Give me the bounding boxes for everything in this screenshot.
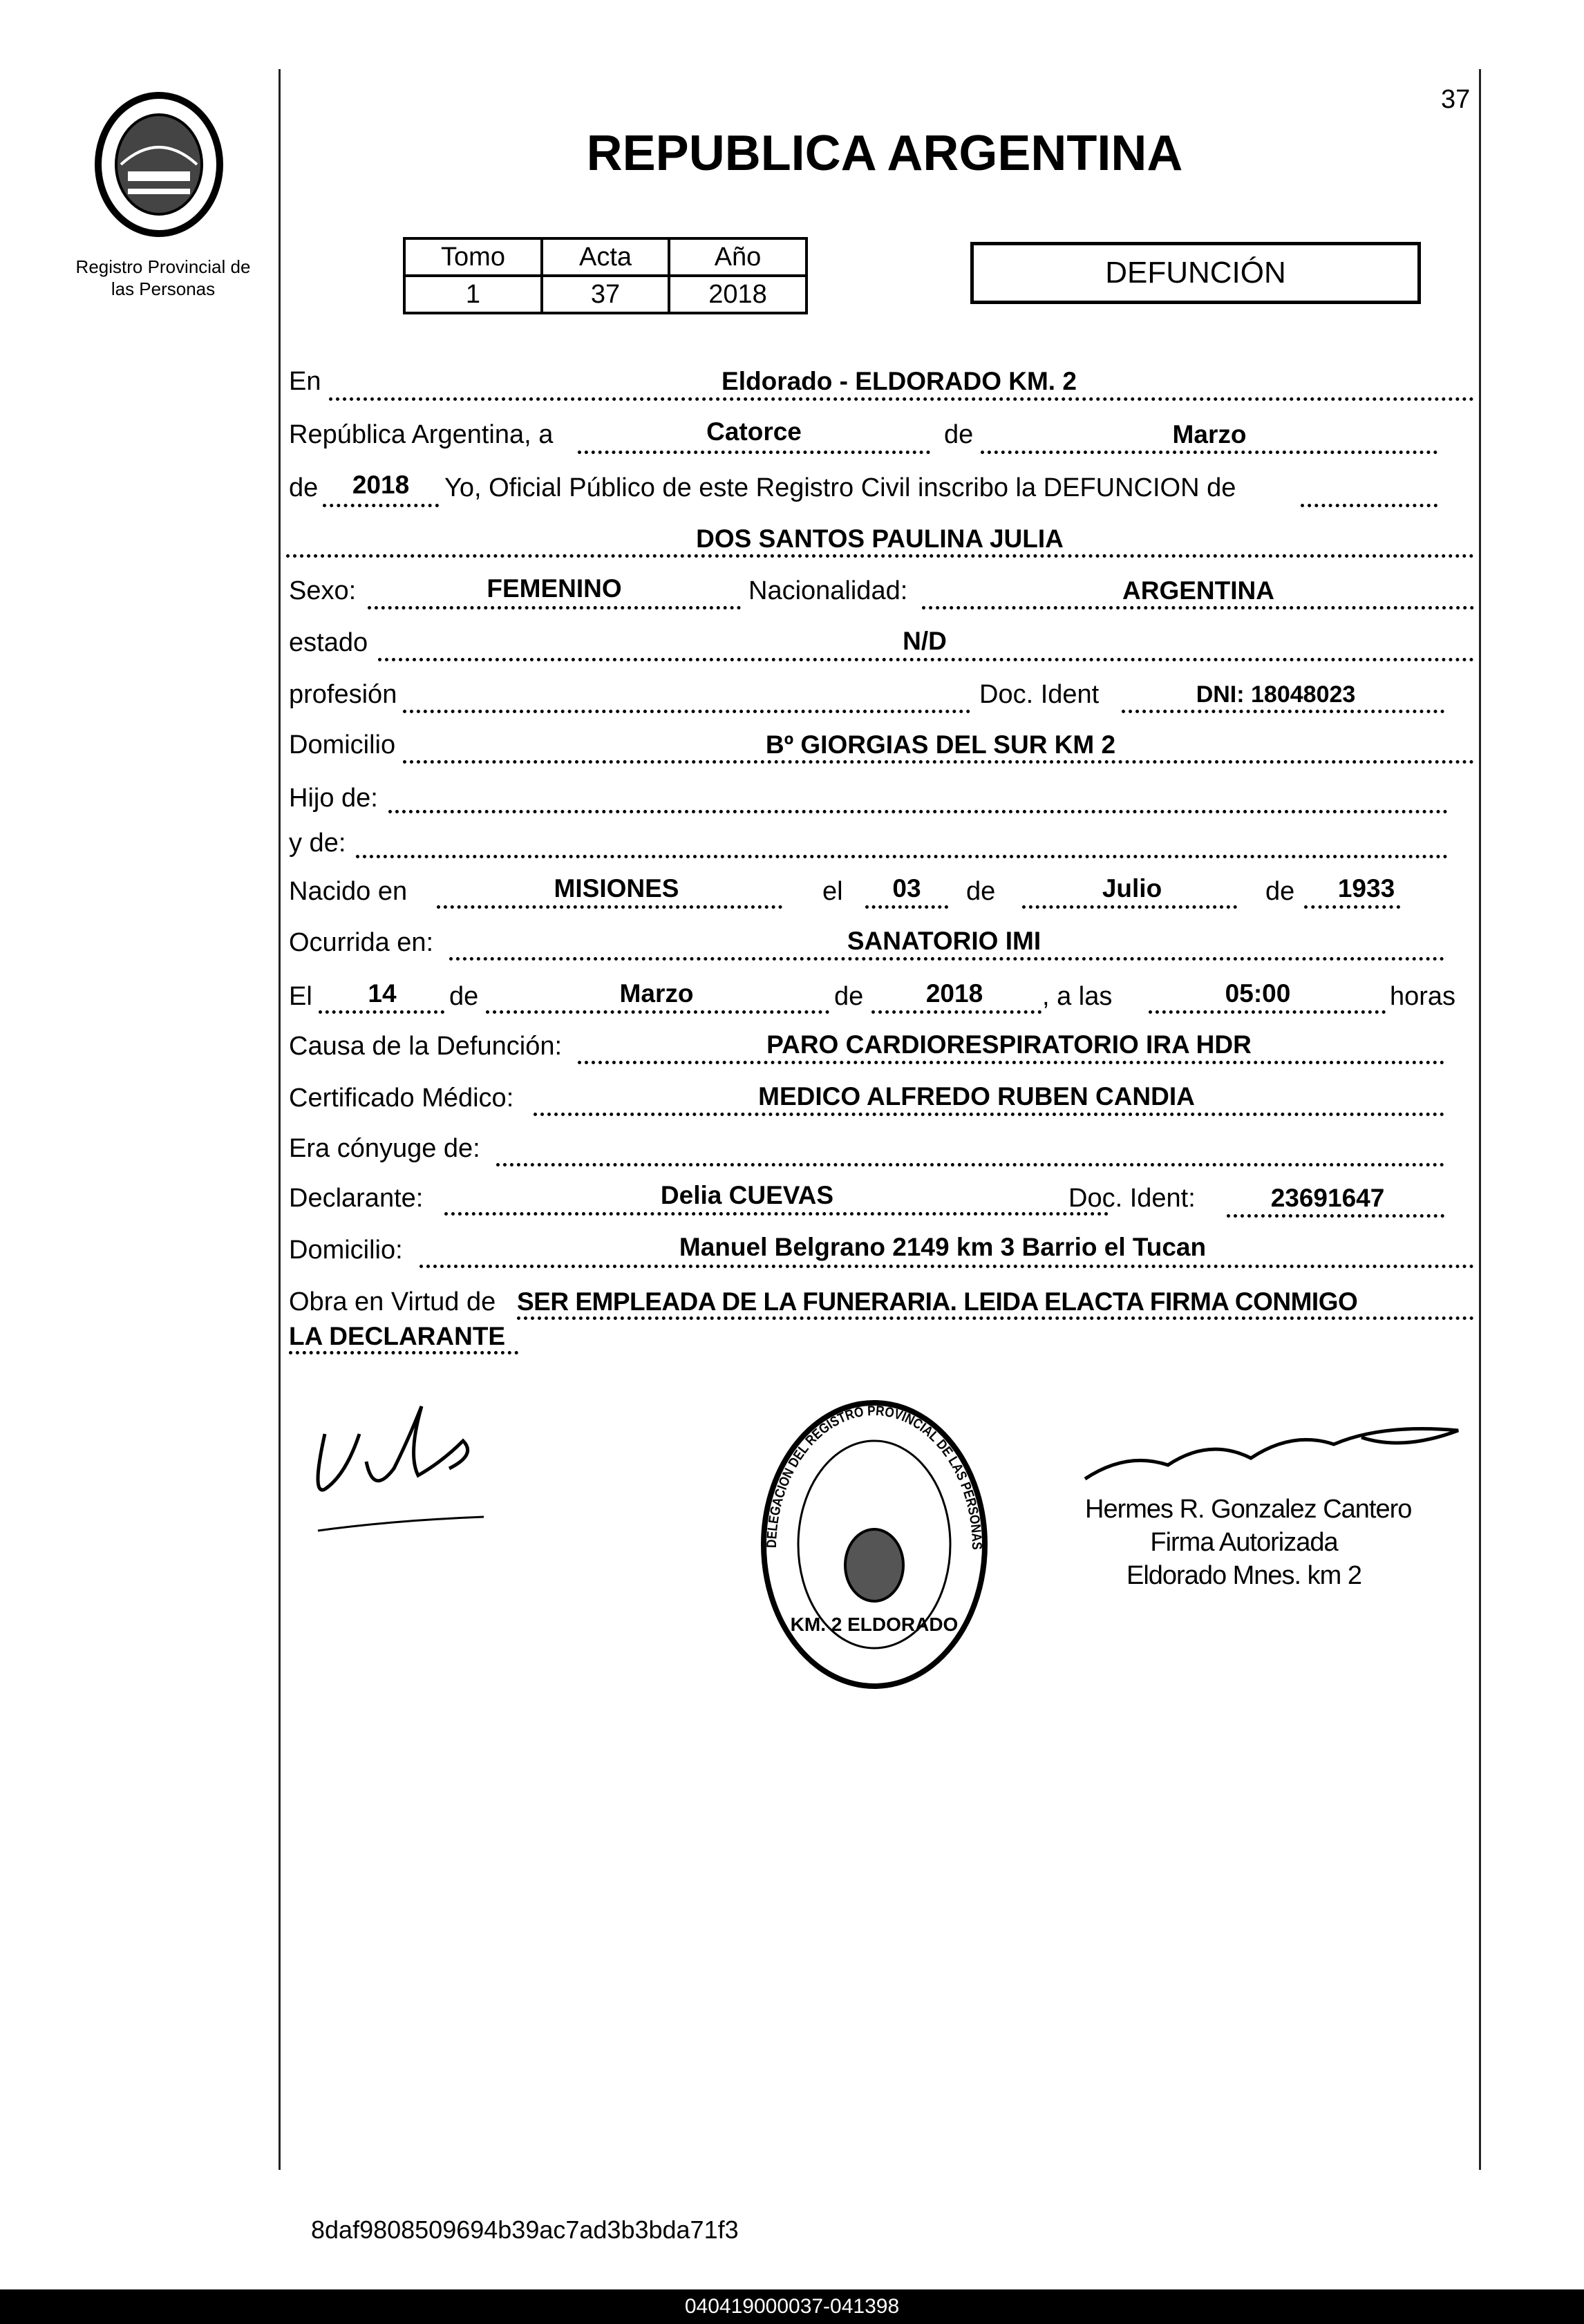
- nacido-place: MISIONES: [554, 874, 679, 903]
- certificado-label: Certificado Médico:: [289, 1084, 514, 1113]
- dotted-line: [922, 606, 1474, 610]
- dotted-line: [981, 451, 1437, 454]
- registry-seal-stamp: [750, 1392, 999, 1697]
- birth-month: Julio: [1102, 874, 1162, 903]
- ocurrida-value: SANATORIO IMI: [847, 927, 1041, 955]
- declarante-domicilio-value: Manuel Belgrano 2149 km 3 Barrio el Tucan: [679, 1233, 1207, 1261]
- left-margin-line: [279, 69, 281, 2170]
- dotted-line: [865, 905, 948, 909]
- dotted-line: [403, 760, 1474, 764]
- dotted-line: [534, 1113, 1444, 1116]
- dotted-line: [578, 1061, 1444, 1064]
- dotted-line: [444, 1212, 1109, 1216]
- certificado-value: MEDICO ALFREDO RUBEN CANDIA: [758, 1082, 1195, 1111]
- dotted-line: [578, 451, 930, 454]
- declarante-label: Declarante:: [289, 1184, 424, 1213]
- declarante-domicilio-label: Domicilio:: [289, 1236, 403, 1265]
- signatory-role: Firma Autorizada: [1150, 1528, 1338, 1557]
- profesion-label: profesión: [289, 680, 397, 709]
- dotted-line: [329, 397, 1474, 401]
- death-day: 14: [368, 979, 397, 1008]
- dotted-line: [368, 606, 741, 610]
- record-type-box: DEFUNCIÓN: [970, 242, 1421, 304]
- right-margin-line: [1479, 69, 1481, 2170]
- birth-day: 03: [892, 874, 921, 903]
- y-de-label: y de:: [289, 829, 346, 858]
- dotted-line: [1304, 905, 1400, 909]
- de-label: de: [1265, 877, 1295, 906]
- day-text: Catorce: [706, 417, 802, 446]
- en-value: Eldorado - ELDORADO KM. 2: [722, 367, 1077, 395]
- obra-value-2: LA DECLARANTE: [289, 1322, 506, 1350]
- birth-year: 1933: [1337, 874, 1395, 903]
- record-table: [403, 237, 808, 314]
- dotted-line: [1022, 905, 1237, 909]
- tomo-header: Tomo: [404, 238, 542, 276]
- nacionalidad-value: ARGENTINA: [1122, 576, 1274, 605]
- signatory-name: Hermes R. Gonzalez Cantero: [1085, 1495, 1412, 1524]
- dotted-line: [388, 810, 1448, 813]
- causa-value: PARO CARDIORESPIRATORIO IRA HDR: [766, 1030, 1252, 1059]
- estado-value: N/D: [903, 627, 947, 655]
- dotted-line: [378, 658, 1474, 661]
- barcode-bar: [0, 2289, 1584, 2324]
- dotted-line: [1227, 1214, 1444, 1218]
- registry-caption-line-1: Registro Provincial de: [75, 256, 251, 277]
- signatory-block: [1085, 1493, 1412, 1592]
- dotted-line: [1122, 710, 1444, 713]
- el-label: el: [822, 877, 843, 906]
- dotted-line: [403, 710, 970, 713]
- year-value: 2018: [352, 471, 410, 499]
- seal-ring-text: DELEGACION DEL REGISTRO PROVINCIAL DE LAS PERSONAS: [764, 1403, 985, 1551]
- el-label: El: [289, 982, 312, 1011]
- ano-header: Año: [669, 238, 807, 276]
- hijo-label: Hijo de:: [289, 784, 378, 813]
- declarante-value: Delia CUEVAS: [660, 1181, 834, 1209]
- acta-header: Acta: [542, 238, 669, 276]
- dotted-line: [449, 957, 1444, 961]
- dotted-line: [1301, 504, 1437, 507]
- dotted-line: [496, 1163, 1444, 1166]
- dotted-line: [286, 554, 1474, 558]
- ocurrida-label: Ocurrida en:: [289, 928, 434, 957]
- dotted-line: [486, 1010, 829, 1014]
- declarante-doc-value: 23691647: [1270, 1184, 1385, 1212]
- tomo-value: 1: [404, 276, 542, 313]
- a-las-label: , a las: [1042, 982, 1113, 1011]
- de-label: de: [966, 877, 996, 906]
- declarante-doc-label: Doc. Ident:: [1068, 1184, 1196, 1213]
- nacido-label: Nacido en: [289, 877, 408, 906]
- dotted-line: [289, 1351, 518, 1354]
- dotted-line: [871, 1010, 1041, 1014]
- barcode-text: 040419000037-041398: [684, 2295, 900, 2318]
- doc-ident-label: Doc. Ident: [979, 680, 1100, 709]
- en-label: En: [289, 367, 321, 396]
- domicilio-value: Bº GIORGIAS DEL SUR KM 2: [765, 730, 1116, 759]
- declarant-signature: [304, 1392, 498, 1544]
- death-year: 2018: [925, 979, 983, 1008]
- sexo-value: FEMENINO: [487, 574, 622, 603]
- seal-inner-text: KM. 2 ELDORADO: [790, 1614, 959, 1635]
- de-label: de: [944, 420, 974, 449]
- acta-value: 37: [542, 276, 669, 313]
- doc-ident-value: DNI: 18048023: [1196, 681, 1356, 708]
- dotted-line: [323, 504, 439, 507]
- dotted-line: [319, 1010, 444, 1014]
- conyuge-label: Era cónyuge de:: [289, 1134, 480, 1163]
- obra-label: Obra en Virtud de: [289, 1287, 496, 1316]
- estado-label: estado: [289, 628, 368, 657]
- page-number: 37: [1441, 85, 1471, 114]
- de-label: de: [834, 982, 864, 1011]
- nacionalidad-label: Nacionalidad:: [748, 576, 908, 605]
- ano-value: 2018: [669, 276, 807, 313]
- causa-label: Causa de la Defunción:: [289, 1032, 563, 1061]
- deceased-name: DOS SANTOS PAULINA JULIA: [696, 525, 1064, 553]
- dotted-line: [437, 905, 782, 909]
- de-label: de: [449, 982, 479, 1011]
- registry-caption-line-2: las Personas: [111, 278, 216, 299]
- dotted-line: [1149, 1010, 1386, 1014]
- document-hash: 8daf9808509694b39ac7ad3b3bda71f3: [311, 2216, 739, 2244]
- signatory-place: Eldorado Mnes. km 2: [1126, 1561, 1362, 1590]
- domicilio-label: Domicilio: [289, 730, 396, 759]
- dotted-line: [356, 855, 1448, 858]
- republica-label: República Argentina, a: [289, 420, 554, 449]
- dotted-line: [419, 1265, 1474, 1268]
- horas-label: horas: [1390, 982, 1456, 1011]
- inscribo-text: Yo, Oficial Público de este Registro Civil inscribo la DEFUNCION de: [444, 473, 1236, 502]
- month-text: Marzo: [1172, 420, 1247, 448]
- dotted-line: [517, 1316, 1474, 1320]
- official-signature: [1071, 1410, 1472, 1493]
- death-month: Marzo: [619, 979, 694, 1008]
- de-label: de: [289, 473, 319, 502]
- obra-value-1: SER EMPLEADA DE LA FUNERARIA. LEIDA ELACTA FIRMA CONMIGO: [517, 1287, 1358, 1316]
- death-time: 05:00: [1225, 979, 1291, 1008]
- sexo-label: Sexo:: [289, 576, 357, 605]
- page-title: REPUBLICA ARGENTINA: [586, 126, 1183, 181]
